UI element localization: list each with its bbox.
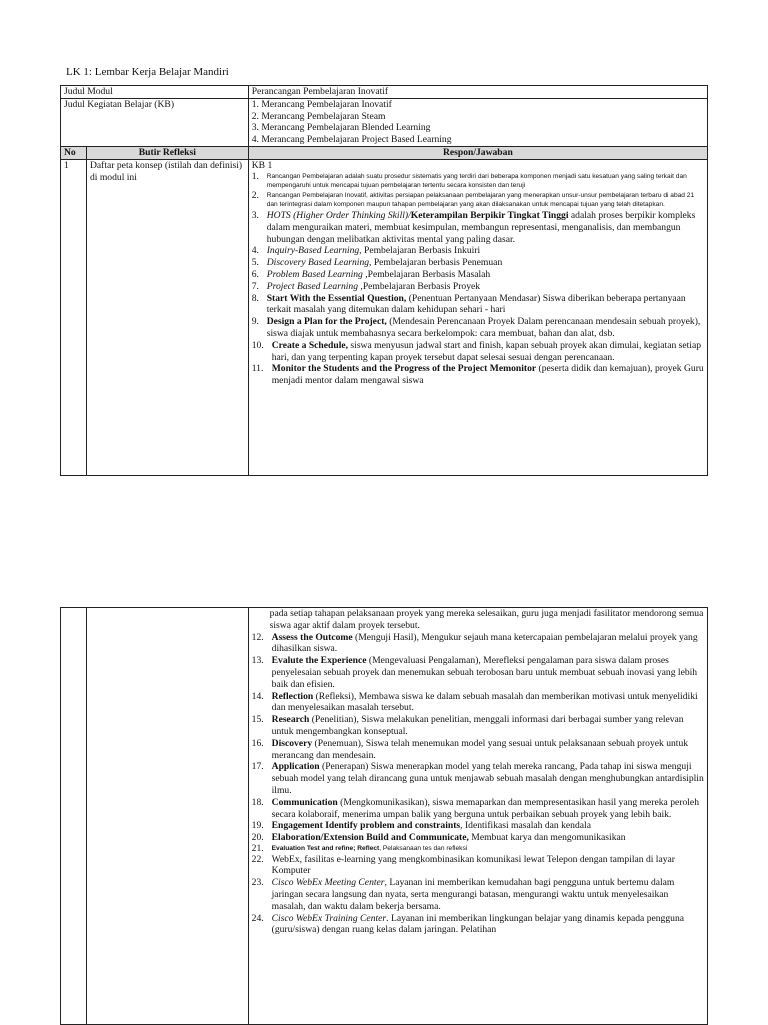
module-value: Perancangan Pembelajaran Inovatif bbox=[248, 86, 707, 99]
item-description: Rancangan Pembelajaran adalah suatu prosedur sistematis yang terdiri dari beberapa komponen menjadi satu kesatuan yang saling terkait dan mempengaruhi untuk mencapai tujuan pembelajaran tertentu secara konsisten dan teruji bbox=[266, 172, 687, 190]
concept-item bbox=[252, 714, 704, 738]
item-text bbox=[272, 632, 704, 656]
reflection-table-page-2 bbox=[60, 607, 708, 1025]
item-text bbox=[267, 281, 704, 293]
item-number: 7. bbox=[251, 280, 259, 292]
kegiatan-item: 2. Merancang Pembelajaran Steam bbox=[251, 110, 386, 122]
item-text bbox=[272, 913, 704, 937]
item-number: 20. bbox=[251, 832, 264, 844]
item-number: 17. bbox=[251, 761, 264, 773]
reflection-row-1-continued bbox=[61, 608, 708, 1025]
item-term-translation: Keterampilan Berpikir Tingkat Tinggi bbox=[410, 209, 569, 221]
concept-item bbox=[252, 269, 704, 281]
kegiatan-label: Judul Kegiatan Belajar (KB) bbox=[61, 98, 249, 146]
module-label: Judul Modul bbox=[61, 86, 249, 99]
item-description: (Mengevaluasi Pengalaman), Merefleksi pengalaman para siswa dalam proses penyelesaian sebuah proyek dan menemukan sebuah terobosan baru untuk membuat sebuah inovasi yang lebih baik dan efisien. bbox=[271, 655, 698, 690]
concept-item bbox=[252, 340, 704, 364]
continuation-text: pada setiap tahapan pelaksanaan proyek yang mereka selesaikan, guru juga menjadi fasilitator mendorong semua siswa agar aktif dalam proyek tersebut. bbox=[269, 608, 704, 631]
item-text bbox=[272, 761, 704, 796]
concept-item bbox=[252, 913, 704, 937]
item-term: Discovery Based Learning, bbox=[266, 257, 372, 269]
item-description: ,Pembelajaran Berbasis Masalah bbox=[362, 268, 491, 280]
item-description: Pembelajaran berbasis Penemuan bbox=[371, 257, 503, 269]
item-description: Pembelajaran Berbasis Inkuiri bbox=[361, 245, 481, 257]
concept-item bbox=[252, 293, 704, 317]
item-description: , Layanan ini memberikan kemudahan bagi pengguna untuk bertemu dalam jaringan secara langsung dan nyata, serta mengurangi batasan, mengurangi waktu untuk menyelesaikan masalah, dan waktu dalam bekerja bersama. bbox=[271, 877, 675, 912]
concept-item bbox=[252, 832, 704, 844]
kegiatan-item: 3. Merancang Pembelajaran Blended Learning bbox=[251, 122, 431, 134]
item-number: 8. bbox=[251, 292, 259, 304]
item-term: Assess the Outcome bbox=[271, 631, 353, 643]
item-term: Cisco WebEx Training Center bbox=[271, 912, 387, 924]
butir-refleksi-empty bbox=[86, 608, 248, 1025]
item-text bbox=[267, 245, 704, 257]
item-text bbox=[272, 854, 704, 878]
item-text bbox=[272, 655, 704, 690]
item-text bbox=[267, 257, 704, 269]
item-description: . Layanan ini memberikan lingkungan belajar yang dinamis kepada pengguna (guru/siswa) dengan ruang kelas dalam jaringan. Pelatihan bbox=[271, 912, 684, 936]
item-text bbox=[272, 691, 704, 715]
reflection-row-1 bbox=[61, 159, 708, 475]
item-description: (peserta didik dan kemajuan), proyek Guru menjadi mentor dalam mengawal siswa bbox=[271, 363, 704, 387]
reflection-table-page-1 bbox=[60, 85, 708, 476]
kegiatan-item: 4. Merancang Pembelajaran Project Based Learning bbox=[251, 134, 452, 146]
row-number-empty bbox=[61, 608, 87, 1025]
item-term: Evalute the Experience bbox=[271, 655, 367, 667]
item-term: Problem Based Learning bbox=[266, 268, 363, 280]
kegiatan-row bbox=[61, 98, 708, 146]
item-description: (Refleksi), Membawa siswa ke dalam sebuah masalah dan memberikan motivasi untuk menyelidiki dan menyelesaikan masalah tersebut. bbox=[271, 690, 698, 714]
item-term: Start With the Essential Question, bbox=[266, 292, 407, 304]
concept-item bbox=[252, 191, 704, 210]
concept-item bbox=[252, 655, 704, 690]
item-term: Project Based Learning bbox=[266, 280, 359, 292]
header-respon: Respon/Jawaban bbox=[248, 146, 707, 159]
document-title: LK 1: Lembar Kerja Belajar Mandiri bbox=[66, 66, 229, 78]
concept-item bbox=[252, 632, 704, 656]
concept-item bbox=[252, 281, 704, 293]
item-term: Elaboration/Extension Build and Communicate, bbox=[271, 832, 469, 844]
item-term: Communication bbox=[271, 796, 338, 808]
item-term: Cisco WebEx Meeting Center bbox=[271, 877, 385, 889]
concept-item bbox=[252, 877, 704, 912]
item-number: 6. bbox=[251, 268, 259, 280]
item-number: 5. bbox=[251, 257, 259, 269]
item-number: 19. bbox=[251, 820, 264, 832]
concept-item bbox=[252, 820, 704, 832]
item-text bbox=[272, 714, 704, 738]
item-description: (Penentuan Pertanyaan Mendasar) Siswa diberikan beberapa pertanyaan terkait masalah yang ditemukan dalam kehidupan sehari - hari bbox=[266, 292, 686, 316]
item-number: 16. bbox=[251, 737, 264, 749]
item-text bbox=[267, 293, 704, 317]
item-term: HOTS (Higher Order Thinking Skill)/ bbox=[266, 209, 411, 221]
item-term: Engagement Identify problem and constraints bbox=[271, 820, 461, 832]
item-description: (Penemuan), Siswa telah menemukan model yang sesuai untuk pelaksanaan sebuah proyek untuk merancang dan mendesain. bbox=[271, 737, 689, 761]
item-number: 2. bbox=[251, 189, 259, 201]
item-term: Create a Schedule, bbox=[271, 339, 349, 351]
item-description: siswa menyusun jadwal start and finish, kapan sebuah proyek akan dimulai, kegiatan setiap hari, dan yang terpenting kapan proyek tersebut dapat selesai sesuai dengan perencanaan. bbox=[271, 339, 702, 363]
item-term: Design a Plan for the Project, bbox=[266, 316, 387, 328]
item-description: , Identifikasi masalah dan kendala bbox=[460, 820, 591, 832]
item-text bbox=[272, 738, 704, 762]
item-number: 4. bbox=[251, 245, 259, 257]
item-description: , Pelaksanaan tes dan refleksi bbox=[379, 844, 468, 852]
concept-item bbox=[252, 172, 704, 191]
concept-item bbox=[252, 691, 704, 715]
concept-item bbox=[252, 738, 704, 762]
item-text bbox=[267, 269, 704, 281]
item-description: (Mengkomunikasikan), siswa memaparkan dan mempresentasikan hasil yang mereka peroleh secara kolaboraif, menerima umpan balik yang berguna untuk perbaikan sebuah proyek yang lebih baik. bbox=[271, 796, 699, 820]
concept-item bbox=[252, 797, 704, 821]
item-text bbox=[272, 820, 704, 832]
item-term: Inquiry-Based Learning, bbox=[266, 245, 362, 257]
module-row bbox=[61, 86, 708, 99]
concept-item bbox=[252, 854, 704, 878]
item-term: Reflection bbox=[271, 690, 314, 702]
item-description: (Menguji Hasil), Mengukur sejauh mana ketercapaian pembelajaran melalui proyek yang dihasilkan siswa. bbox=[271, 631, 698, 655]
item-term: Monitor the Students and the Progress of the Project Memonitor bbox=[271, 363, 537, 375]
kb-heading: KB 1 bbox=[251, 159, 273, 171]
item-description: ,Pembelajaran Berbasis Proyek bbox=[358, 280, 481, 292]
header-butir: Butir Refleksi bbox=[86, 146, 248, 159]
concept-list bbox=[252, 172, 704, 387]
concept-item bbox=[252, 363, 704, 387]
item-number: 10. bbox=[251, 339, 264, 351]
item-text bbox=[267, 191, 704, 210]
item-text bbox=[272, 832, 704, 844]
concept-list-continued bbox=[252, 632, 704, 937]
concept-item bbox=[252, 210, 704, 245]
butir-refleksi-cell: Daftar peta konsep (istilah dan definisi) di modul ini bbox=[86, 159, 248, 475]
item-description: WebEx, fasilitas e-learning yang mengkombinasikan komunikasi lewat Telepon dengan tampilan di layar Komputer bbox=[271, 853, 675, 877]
kegiatan-list bbox=[248, 98, 707, 146]
item-text bbox=[267, 210, 704, 245]
item-number: 21. bbox=[251, 842, 264, 854]
item-description: Rancangan Pembelajaran Inovatif, aktivitas persiapan pelaksanaan pembelajaran yang menerapkan unsur-unsur pembelajaran terbaru di abad 21 dan terintegrasi dalam komponen maupun tahapan pembelajaran yang akan dilaksanakan untuk mencapai tujuan yang telah ditetapkan. bbox=[266, 191, 695, 209]
concept-item bbox=[252, 761, 704, 796]
item-description: (Mendesain Perencanaan Proyek Dalam perencanaan mendesain sebuah proyek), siswa diajak untuk membahasnya secara berkelompok: cara membuat, bahan dan alat, dsb. bbox=[266, 316, 701, 339]
item-term: Evaluation Test and refine; Reflect bbox=[271, 844, 380, 852]
item-number: 9. bbox=[251, 316, 259, 328]
item-text bbox=[272, 340, 704, 364]
item-number: 1. bbox=[251, 170, 259, 182]
item-text bbox=[267, 172, 704, 191]
header-row bbox=[61, 146, 708, 159]
item-number: 13. bbox=[251, 655, 264, 667]
item-text bbox=[272, 844, 704, 854]
concept-item bbox=[252, 245, 704, 257]
item-term: Application bbox=[271, 761, 320, 773]
concept-item bbox=[252, 316, 704, 340]
item-text bbox=[272, 797, 704, 821]
item-description: adalah proses berpikir kompleks dalam menguraikan materi, membuat kesimpulan, membangun representasi, menganalisis, dan membangun hubungan dengan melibatkan aktivitas mental yang paling dasar. bbox=[266, 209, 696, 245]
row-number: 1 bbox=[61, 159, 87, 475]
item-text bbox=[272, 877, 704, 912]
item-term: Discovery bbox=[271, 737, 313, 749]
concept-item bbox=[252, 257, 704, 269]
item-number: 3. bbox=[251, 209, 259, 221]
item-number: 12. bbox=[251, 631, 264, 643]
item-description: Membuat karya dan mengomunikasikan bbox=[468, 832, 626, 844]
item-text bbox=[267, 316, 704, 340]
item-number: 18. bbox=[251, 796, 264, 808]
item-description: (Penelitian), Siswa melakukan penelitian, menggali informasi dari berbagai sumber yang relevan untuk mengembangkan konseptual. bbox=[271, 714, 684, 737]
header-no: No bbox=[61, 146, 87, 159]
concept-item bbox=[252, 844, 704, 854]
respon-cell bbox=[248, 159, 707, 475]
item-term: Research bbox=[271, 714, 310, 726]
item-number: 11. bbox=[251, 363, 264, 375]
item-description: (Penerapan) Siswa menerapkan model yang telah mereka rancang, Pada tahap ini siswa menguji sebuah model yang telah dirancang guna untuk menjawab sebuah masalah dengan menghubungkan antardisiplin ilmu. bbox=[271, 761, 704, 796]
respon-cell-continued bbox=[248, 608, 707, 1025]
kegiatan-item: 1. Merancang Pembelajaran Inovatif bbox=[251, 98, 392, 110]
item-number: 14. bbox=[251, 690, 264, 702]
item-text bbox=[272, 363, 704, 387]
item-number: 24. bbox=[251, 912, 264, 924]
item-number: 15. bbox=[251, 714, 264, 726]
item-number: 23. bbox=[251, 877, 264, 889]
item-number: 22. bbox=[251, 853, 264, 865]
